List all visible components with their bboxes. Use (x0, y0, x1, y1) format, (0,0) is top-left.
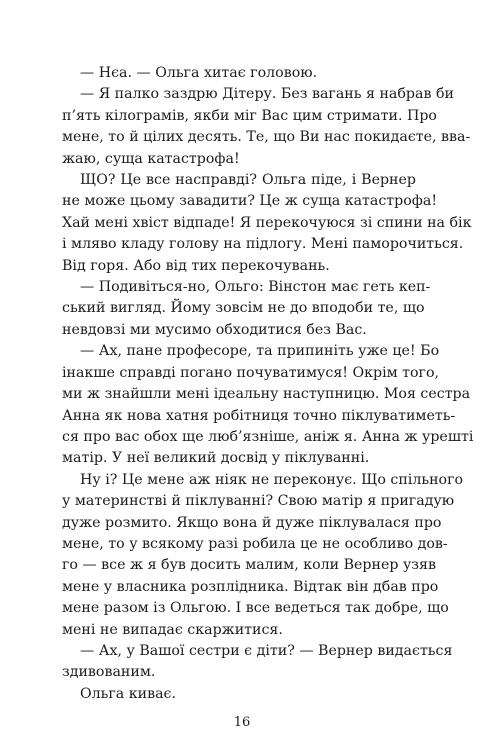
text-line: Ну і? Це мене аж ніяк не переконує. Що спільного (80, 471, 464, 488)
paragraph (62, 170, 472, 277)
text-line: не може цьому завадити? Це ж суща катастрофа! (62, 193, 438, 210)
text-line: ЩО? Це все насправді? Ольга піде, і Вернер (80, 172, 416, 189)
text-line: і мляво кладу голову на підлогу. Мені паморочиться. (62, 236, 464, 253)
text-line: п’ять кілограмів, якби міг Вас цим стримати. Про (62, 107, 437, 124)
text-line: мене у власника розплідника. Відтак він дбав про (62, 578, 439, 595)
paragraph (62, 341, 474, 469)
text-line: жаю, суща катастрофа! (62, 150, 240, 167)
text-line: у материнстві й піклуванні? Свою матір я пригадую (62, 493, 455, 510)
text-line: невдовзі ми мусимо обходитися без Вас. (62, 321, 367, 338)
paragraph (62, 277, 431, 341)
page-number: 16 (233, 715, 251, 730)
text-line: здивованим. (62, 664, 156, 681)
text-line: мені не випадає скаржитися. (62, 621, 283, 638)
paragraph (62, 84, 471, 170)
text-line: Анна як нова хатня робітниця точно піклуватиметь- (62, 407, 456, 424)
text-line: — Я палко заздрю Дітеру. Без вагань я набрав би (80, 86, 454, 103)
text-line: мене, то у всякому разі робила це не особливо дов- (62, 535, 448, 552)
text-line: інакше справді погано почуватимуся! Окрім того, (62, 364, 440, 381)
paragraph (62, 63, 416, 84)
text-line: ми ж знайшли мені ідеальну наступницю. Моя сестра (62, 386, 471, 403)
text-line: — Ах, у Вашої сестри є діти? — Вернер видається (80, 642, 453, 659)
text-line: дуже розмито. Якщо вона й дуже піклувалася про (62, 514, 442, 531)
body-text (62, 63, 474, 705)
text-line: матір. У неї великий досвід у піклуванні. (62, 450, 370, 467)
text-line: ся про вас обох ще люб’язніше, аніж я. Анна ж урешті (62, 428, 474, 445)
text-line: — Подивіться-но, Ольго: Вінстон має геть кеп- (80, 279, 431, 296)
text-line: го — все ж я був досить малим, коли Вернер узяв (62, 557, 436, 574)
paragraph (62, 470, 464, 641)
paragraph (62, 684, 416, 705)
text-line: Від горя. Або від тих перекочувань. (62, 257, 330, 274)
paragraph (62, 641, 453, 684)
text-line: ський вигляд. Йому зовсім не до вподоби те, що (62, 300, 425, 317)
text-line: мене, то й цілих десять. Те, що Ви нас покидаєте, вва- (62, 129, 471, 146)
text-line: — Ах, пане професоре, та припиніть уже це! Бо (80, 343, 440, 360)
text-line: Ольга киває. (80, 685, 176, 702)
text-line: Хай мені хвіст відпаде! Я перекочуюся зі спини на бік (62, 214, 472, 231)
text-line: — Нєа. — Ольга хитає головою. (80, 65, 318, 81)
text-line: мене разом із Ольгою. І все ведеться так добре, що (62, 600, 449, 617)
